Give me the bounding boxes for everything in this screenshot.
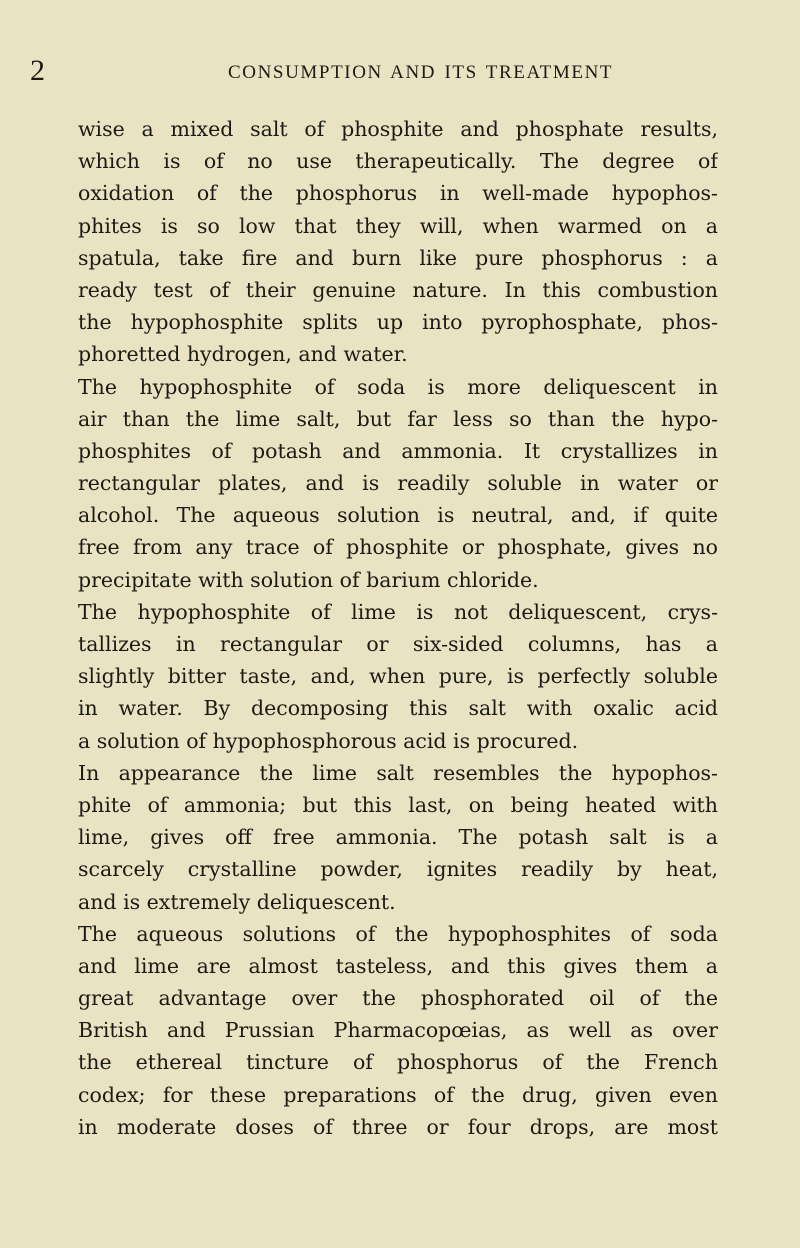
text-line: phoretted hydrogen, and water.	[78, 342, 408, 367]
text-line: free from any trace of phosphite or phosphate, gives no	[78, 535, 718, 560]
text-line: alcohol. The aqueous solution is neutral, and, if quite	[78, 503, 718, 528]
text-line: oxidation of the phosphorus in well-made hypophos-	[78, 181, 718, 206]
text-line: tallizes in rectangular or six-sided columns, has a	[78, 632, 718, 656]
text-line: spatula, take fire and burn like pure phosphorus : a	[78, 245, 718, 270]
text-line: in water. By decomposing this salt with oxalic acid	[78, 696, 718, 721]
text-line: ready test of their genuine nature. In this combustion	[78, 277, 718, 302]
text-line: great advantage over the phosphorated oil of the	[78, 986, 718, 1011]
running-head	[30, 56, 770, 88]
page-number: 2	[30, 54, 45, 87]
text-line: phite of ammonia; but this last, on being heated with	[78, 792, 718, 817]
text-line: In appearance the lime salt resembles the hypophos-	[78, 760, 718, 785]
text-line: in moderate doses of three or four drops, are most	[78, 1114, 718, 1139]
text-line: codex; for these preparations of the drug, given even	[78, 1082, 718, 1107]
text-line: precipitate with solution of barium chloride.	[78, 567, 539, 592]
text-line: rectangular plates, and is readily soluble in water or	[78, 471, 718, 496]
text-line: which is of no use therapeutically. The degree of	[78, 149, 718, 174]
text-line: British and Prussian Pharmacopœias, as well as over	[78, 1018, 718, 1043]
text-line: the ethereal tincture of phosphorus of the French	[78, 1050, 718, 1075]
text-line: scarcely crystalline powder, ignites readily by heat,	[78, 857, 718, 882]
text-line: slightly bitter taste, and, when pure, is perfectly soluble	[78, 664, 718, 689]
text-line: The aqueous solutions of the hypophosphites of soda	[78, 921, 718, 946]
text-line: phites is so low that they will, when warmed on a	[78, 213, 718, 238]
text-line: The hypophosphite of lime is not deliquescent, crys-	[78, 599, 718, 624]
text-line: lime, gives off free ammonia. The potash salt is a	[78, 825, 718, 850]
text-line: The hypophosphite of soda is more deliquescent in	[78, 374, 718, 399]
text-line: and lime are almost tasteless, and this gives them a	[78, 953, 718, 978]
text-line: a solution of hypophosphorous acid is procured.	[78, 728, 579, 753]
text-line: air than the lime salt, but far less so than the hypo-	[78, 406, 718, 431]
text-line: the hypophosphite splits up into pyrophosphate, phos-	[78, 310, 718, 335]
running-head-title: CONSUMPTION AND ITS TREATMENT	[228, 62, 614, 83]
text-line: phosphites of potash and ammonia. It crystallizes in	[78, 438, 718, 463]
body-text	[78, 113, 718, 1143]
text-line: wise a mixed salt of phosphite and phosphate results,	[78, 117, 718, 141]
text-line: and is extremely deliquescent.	[78, 889, 396, 914]
